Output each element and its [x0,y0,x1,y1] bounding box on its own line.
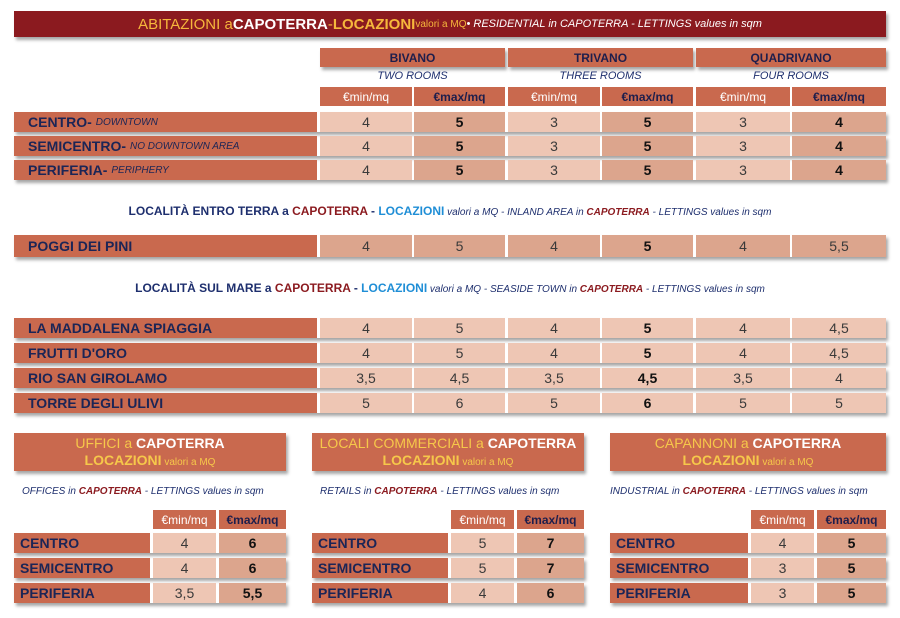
table-row [312,558,584,578]
value-cell: 4 [320,112,412,132]
value-cell: 3 [696,136,790,156]
box-subtitle-text: CAPOTERRA [78,486,143,497]
table-row [14,160,886,180]
value-cell: 4,5 [792,318,886,338]
row-name: SEMICENTRO [312,558,448,578]
value-cell: 3,5 [696,368,790,388]
row-name: SEMICENTRO [610,558,748,578]
table-row [610,533,886,553]
group-subtitle-trivano: THREE ROOMS [559,70,642,82]
value-cell: 4 [792,160,886,180]
group-subtitle-bivano: TWO ROOMS [377,70,448,82]
value-cell: 5 [414,160,505,180]
value-cell: 5 [602,136,693,156]
value-cell: 3 [751,558,814,578]
row-name: POGGI DEI PINI [14,235,317,257]
row-sub: PERIPHERY [111,164,169,176]
section-title-part: CAPOTERRA [579,284,644,295]
table-row [14,343,886,363]
value-cell: 5 [817,533,886,553]
value-cell: 3,5 [153,583,216,603]
value-cell: 5 [817,583,886,603]
row-sep: - [102,162,108,178]
section-title-part: - [350,281,362,295]
box-header-text: valori a MQ [759,457,814,468]
value-cell: 4 [320,318,412,338]
value-cell: 5 [414,318,505,338]
table-row [312,583,584,603]
banner-text-1: ABITAZIONI a [138,15,233,33]
box-header-text: LOCALI COMMERCIALI a [319,435,488,451]
section-title-part: LOCALITÀ SUL MARE a [135,281,275,295]
value-cell: 5 [414,136,505,156]
banner-text-5: valori a MQ [415,18,467,30]
table-row [610,558,886,578]
table-row [14,136,886,156]
value-cell: 7 [517,533,584,553]
value-cell: 7 [517,558,584,578]
value-cell: 5 [792,393,886,413]
col-header-min: €min/mq [696,87,790,106]
value-cell: 4 [508,343,600,363]
box-subtitle-text: RETAILS in [320,486,375,497]
value-cell: 5 [696,393,790,413]
table-row [14,533,286,553]
row-name: PERIFERIA [610,583,748,603]
value-cell: 4 [792,136,886,156]
value-cell: 3 [508,112,600,132]
value-cell: 5,5 [219,583,286,603]
section-title-part: valori a MQ [427,284,482,295]
row-label [14,136,317,156]
row-sep: - [87,114,92,130]
box-subtitle-industrial [610,486,868,497]
value-cell: 5 [602,343,693,363]
value-cell: 3 [696,112,790,132]
section-title-seaside [14,281,886,295]
box-header-text: CAPOTERRA [487,435,577,451]
value-cell: 6 [602,393,693,413]
value-cell: 4 [320,235,412,257]
banner-text-2: CAPOTERRA [232,15,328,33]
table-row [14,393,886,413]
box-header-text: LOCAZIONI [84,452,162,468]
value-cell: 5 [414,235,505,257]
value-cell: 4 [508,318,600,338]
box-subtitle-text: - LETTINGS values in sqm [437,486,560,497]
section-title-part: - SEASIDE TOWN in [481,284,580,295]
section-title-part: LOCAZIONI [378,204,445,218]
value-cell: 5 [414,112,505,132]
value-cell: 4 [696,343,790,363]
section-title-part: LOCAZIONI [361,281,428,295]
box-subtitle-retails [320,486,559,497]
value-cell: 4 [320,160,412,180]
row-name: CENTRO [28,114,88,130]
value-cell: 4 [792,112,886,132]
table-row [14,368,886,388]
value-cell: 5 [414,343,505,363]
col-header-min: €min/mq [320,87,412,106]
value-cell: 6 [517,583,584,603]
value-cell: 4 [696,235,790,257]
banner-text-4: LOCAZIONI [332,15,416,33]
col-header-max: €max/mq [817,510,886,529]
box-header-text: valori a MQ [161,457,216,468]
value-cell: 5 [602,160,693,180]
value-cell: 4 [751,533,814,553]
row-name: SEMICENTRO [28,138,122,154]
value-cell: 5 [320,393,412,413]
value-cell: 4 [153,558,216,578]
value-cell: 5 [451,558,514,578]
value-cell: 3 [508,136,600,156]
box-header-text: UFFICI a [75,435,136,451]
box-subtitle-text: CAPOTERRA [374,486,438,497]
group-header-quadrivano: QUADRIVANO [696,48,886,67]
box-header-offices [14,433,286,471]
section-title-part: - [367,204,379,218]
row-label [14,112,317,132]
row-name: RIO SAN GIROLAMO [14,368,317,388]
group-header-bivano: BIVANO [320,48,505,67]
value-cell: 4 [153,533,216,553]
value-cell: 6 [219,558,286,578]
row-name: LA MADDALENA SPIAGGIA [14,318,317,338]
box-subtitle-text: CAPOTERRA [682,486,746,497]
section-title-part: CAPOTERRA [292,204,368,218]
value-cell: 5 [602,112,693,132]
col-header-min: €min/mq [508,87,600,106]
value-cell: 4 [696,318,790,338]
section-title-part: valori a MQ [444,207,499,218]
value-cell: 3,5 [508,368,600,388]
section-title-inland [14,204,886,218]
row-name: PERIFERIA [28,162,103,178]
value-cell: 5 [817,558,886,578]
box-header-industrial [610,433,886,471]
banner-text-6: • RESIDENTIAL in CAPOTERRA - LETTINGS values in sqm [466,18,762,30]
value-cell: 6 [414,393,505,413]
col-header-max: €max/mq [602,87,693,106]
group-subtitle-quadrivano: FOUR ROOMS [753,70,829,82]
value-cell: 5 [602,235,693,257]
table-row [610,583,886,603]
value-cell: 5 [451,533,514,553]
row-name: TORRE DEGLI ULIVI [14,393,317,413]
table-row [312,533,584,553]
box-header-text: LOCAZIONI [682,452,760,468]
row-name: SEMICENTRO [14,558,150,578]
box-subtitle-text: OFFICES in [22,486,79,497]
row-name: CENTRO [312,533,448,553]
section-title-part: - INLAND AREA in [498,207,587,218]
box-header-text: LOCAZIONI [382,452,460,468]
row-name: PERIFERIA [14,583,150,603]
row-sub: DOWNTOWN [95,116,158,128]
section-title-part: CAPOTERRA [586,207,650,218]
table-row [14,558,286,578]
col-header-min: €min/mq [153,510,216,529]
row-sub: NO DOWNTOWN AREA [130,140,240,152]
value-cell: 6 [219,533,286,553]
table-row [14,112,886,132]
value-cell: 3,5 [320,368,412,388]
col-header-max: €max/mq [517,510,584,529]
box-subtitle-text: - LETTINGS values in sqm [745,486,868,497]
value-cell: 5,5 [792,235,886,257]
col-header-max: €max/mq [219,510,286,529]
col-header-max: €max/mq [414,87,505,106]
group-header-trivano: TRIVANO [508,48,693,67]
col-header-max: €max/mq [792,87,886,106]
main-banner [14,11,886,37]
box-header-retails [312,433,584,471]
value-cell: 5 [508,393,600,413]
section-title-part: - LETTINGS values in sqm [649,207,772,218]
value-cell: 5 [602,318,693,338]
value-cell: 4,5 [792,343,886,363]
row-sep: - [121,138,127,154]
value-cell: 4,5 [414,368,505,388]
value-cell: 3 [696,160,790,180]
value-cell: 3 [751,583,814,603]
value-cell: 4 [508,235,600,257]
section-title-part: CAPOTERRA [274,281,351,295]
box-header-text: CAPOTERRA [752,435,842,451]
value-cell: 4 [451,583,514,603]
row-name: CENTRO [14,533,150,553]
value-cell: 4 [320,343,412,363]
box-subtitle-offices [22,486,264,497]
box-header-text: CAPANNONI a [654,435,753,451]
table-row [14,318,886,338]
banner-text-3: - [327,15,333,33]
value-cell: 4 [320,136,412,156]
box-header-text: CAPOTERRA [136,435,225,451]
row-label [14,160,317,180]
box-subtitle-text: - LETTINGS values in sqm [142,486,264,497]
row-name: CENTRO [610,533,748,553]
value-cell: 4,5 [602,368,693,388]
value-cell: 3 [508,160,600,180]
value-cell: 4 [792,368,886,388]
row-name: FRUTTI D'ORO [14,343,317,363]
box-subtitle-text: INDUSTRIAL in [610,486,683,497]
box-header-text: valori a MQ [459,457,514,468]
col-header-min: €min/mq [451,510,514,529]
section-title-part: LOCALITÀ ENTRO TERRA a [128,204,293,218]
row-name: PERIFERIA [312,583,448,603]
section-title-part: - LETTINGS values in sqm [643,284,765,295]
table-row [14,235,886,257]
col-header-min: €min/mq [751,510,814,529]
table-row [14,583,286,603]
